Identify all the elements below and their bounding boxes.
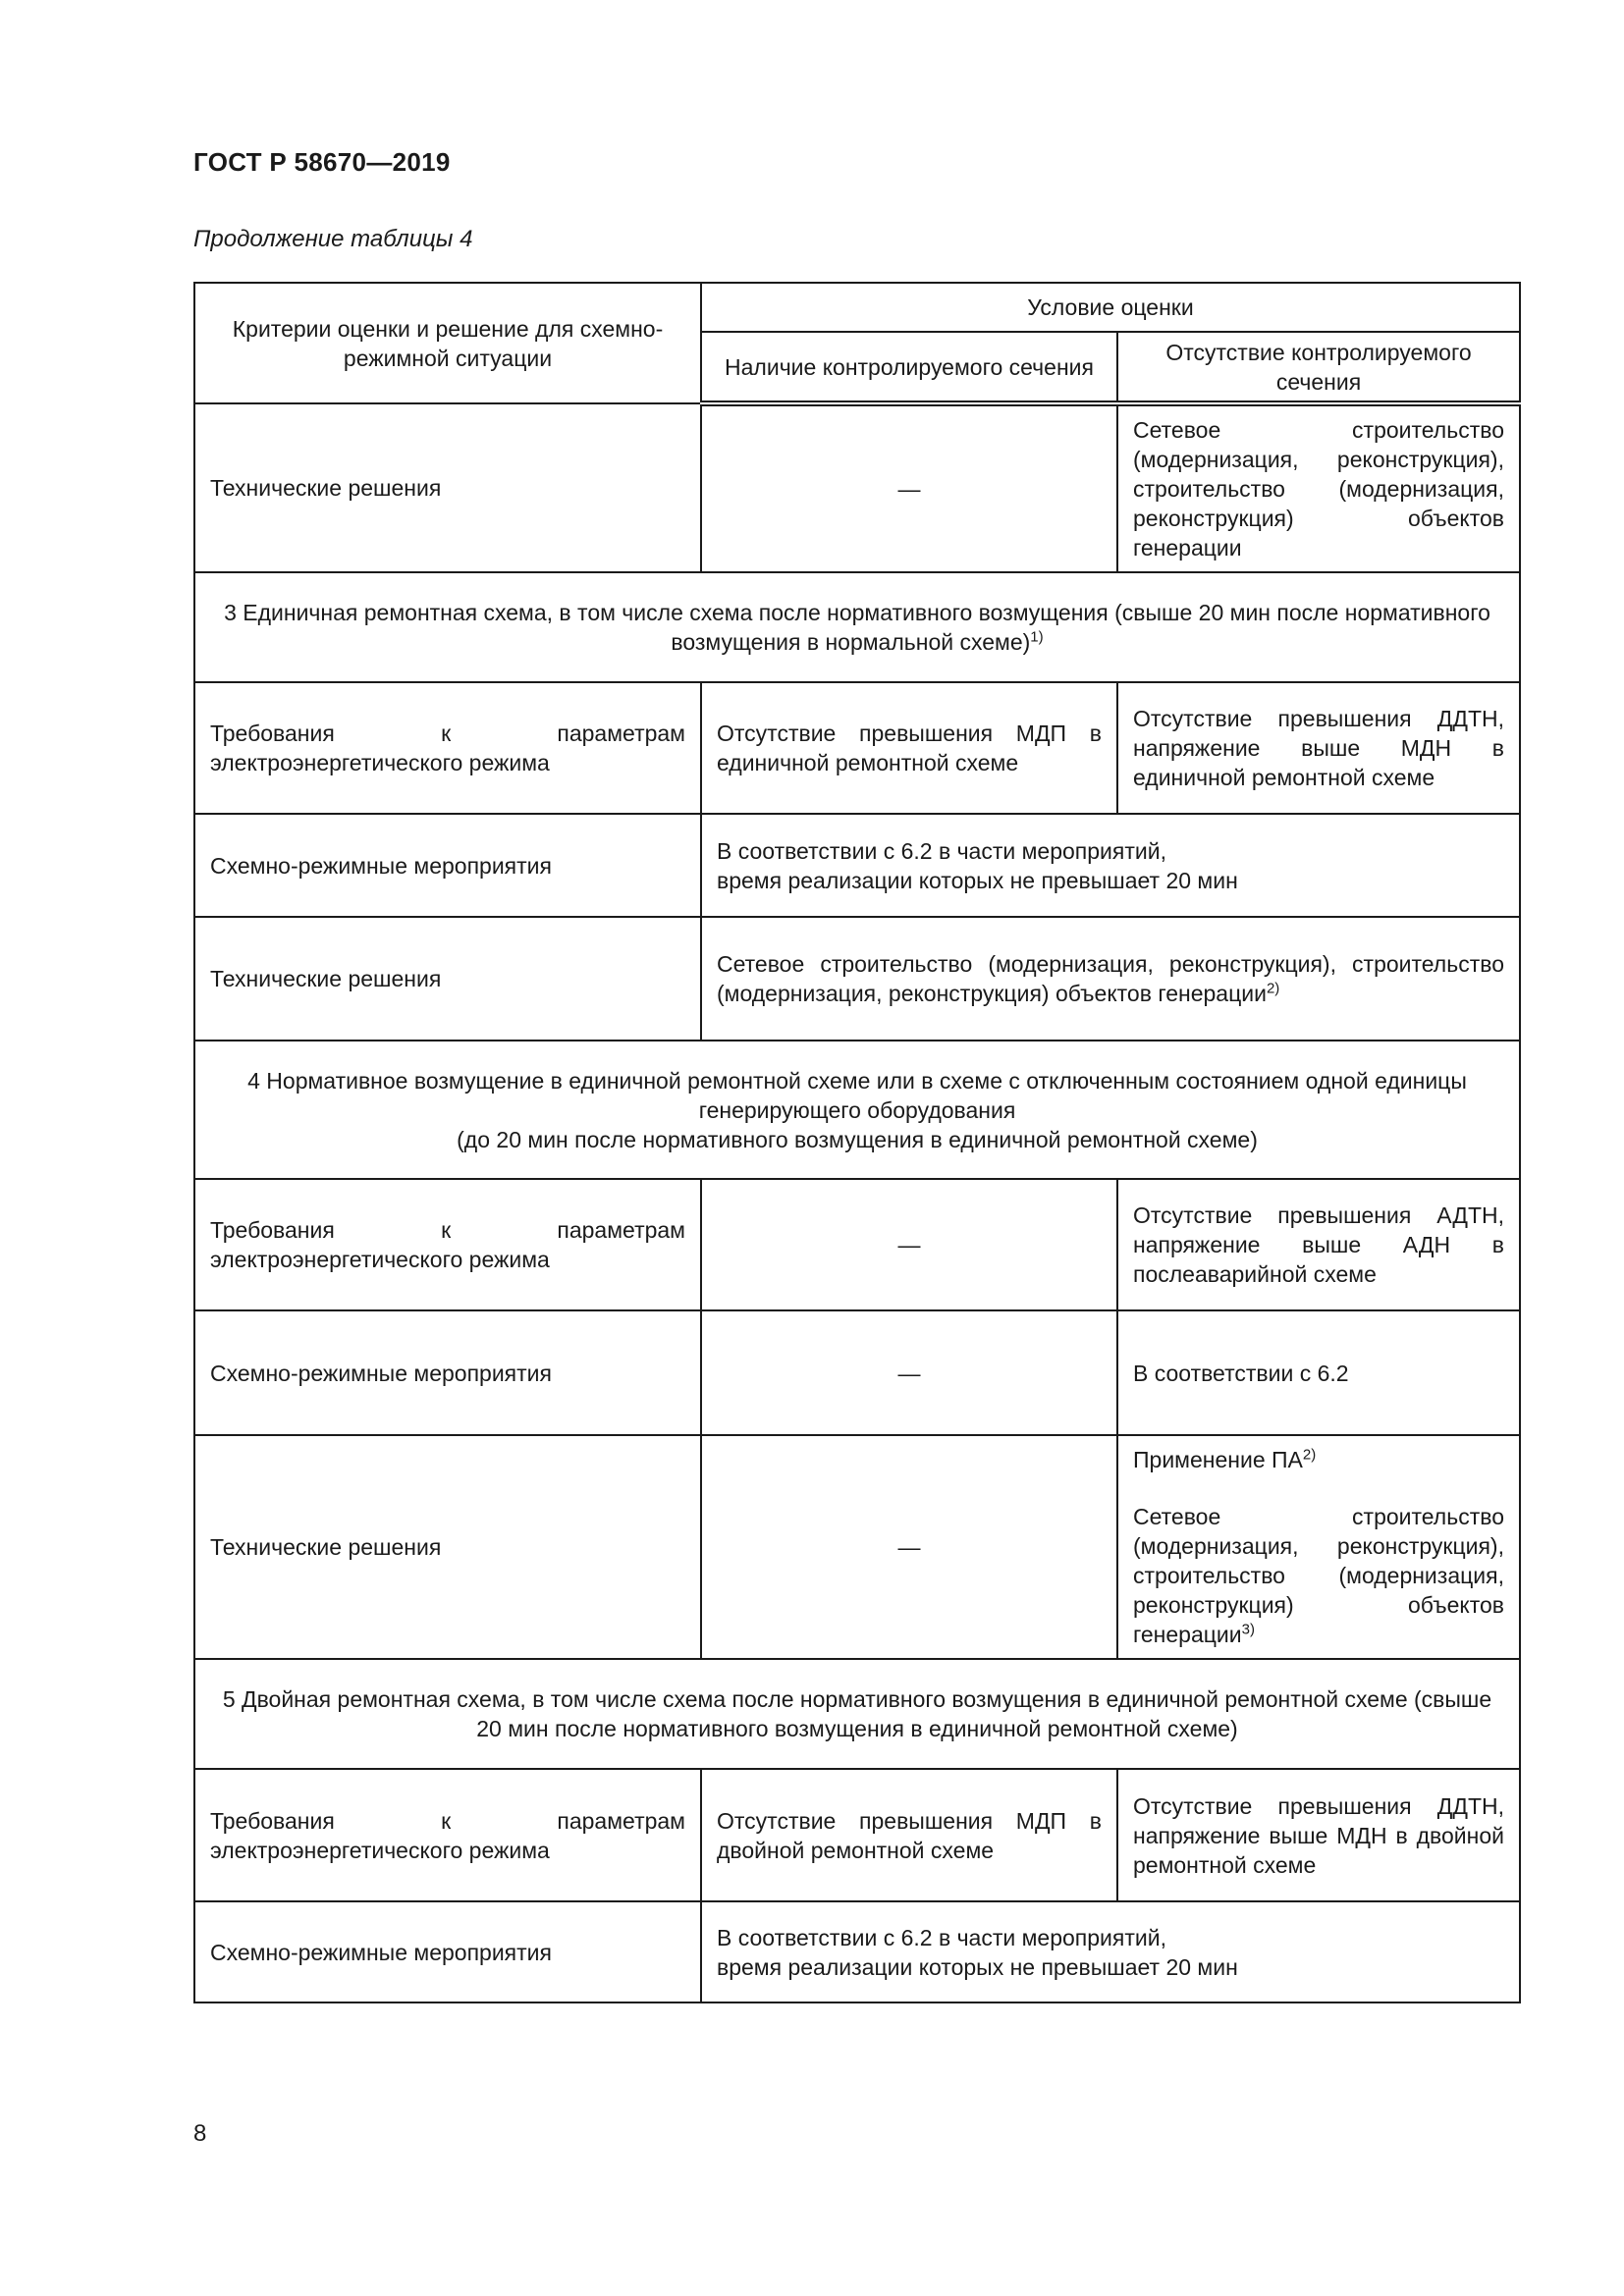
footnote-mark: 2) [1266,980,1280,997]
row-label: Схемно-режимные мероприятия [194,814,701,917]
merged-cell [701,917,1520,1041]
paragraph [1133,1445,1504,1474]
cell-without-section [1117,1435,1520,1659]
row-label: Требования к параметрам электроэнергетического режима [194,1769,701,1901]
row-label: Требования к параметрам электроэнергетического режима [194,682,701,814]
footnote-mark: 2) [1302,1446,1317,1464]
cell-without-section: Сетевое строительство (модернизация, реконструкция), строительство (модернизация, реконструкция) объектов генерации [1117,403,1520,572]
footnote-mark: 1) [1030,628,1044,646]
section-row [194,1659,1520,1769]
page-number: 8 [193,2120,207,2147]
section-row [194,1041,1520,1179]
dash-cell: — [701,1435,1117,1659]
section-3-title: 3 Единичная ремонтная схема, в том числе схема после нормативного возмущения (свыше 20 мин после нормативного возмущения в нормальной схеме) [224,600,1490,655]
row-label: Требования к параметрам электроэнергетического режима [194,1179,701,1310]
merged-line-2: время реализации которых не превышает 20 мин [717,867,1238,893]
criteria-table [193,282,1521,2003]
section-row [194,572,1520,682]
table-row [194,1310,1520,1435]
construction-text: Сетевое строительство (модернизация, реконструкция), строительство (модернизация, реконструкция) объектов генерации [1133,1504,1504,1647]
row-label: Схемно-режимные мероприятия [194,1901,701,2002]
header-criteria: Критерии оценки и решение для схемно-режимной ситуации [194,283,701,403]
dash-cell: — [701,1179,1117,1310]
paragraph [1133,1502,1504,1649]
table-row [194,1769,1520,1901]
header-condition: Условие оценки [701,283,1520,332]
table-row [194,1901,1520,2002]
section-4-title: 4 Нормативное возмущение в единичной ремонтной схеме или в схеме с отключенным состоянием одной единицы генерирующего оборудования [247,1067,1467,1123]
row-label: Схемно-режимные мероприятия [194,1310,701,1435]
row-label: Технические решения [194,917,701,1041]
cell-without-section: Отсутствие превышения АДТН, напряжение выше АДН в послеаварийной схеме [1117,1179,1520,1310]
table-row [194,1435,1520,1659]
section-title: 5 Двойная ремонтная схема, в том числе схема после нормативного возмущения в единичной ремонтной схеме (свыше 20 мин после нормативного возмущения в единичной ремонтной схеме) [194,1659,1520,1769]
merged-line-1: В соответствии с 6.2 в части мероприятий, [717,837,1166,864]
document-id: ГОСТ Р 58670—2019 [193,147,451,177]
merged-text: Сетевое строительство (модернизация, реконструкция), строительство (модернизация, реконструкция) объектов генерации [717,951,1504,1006]
header-row [194,283,1520,332]
cell-with-section: Отсутствие превышения МДП в двойной ремонтной схеме [701,1769,1117,1901]
dash-cell: — [701,403,1117,572]
pa-text: Применение ПА [1133,1447,1303,1472]
section-title [194,572,1520,682]
row-label: Технические решения [194,1435,701,1659]
table-row [194,1179,1520,1310]
table-row [194,682,1520,814]
cell-without-section: В соответствии с 6.2 [1117,1310,1520,1435]
header-without-section: Отсутствие контролируемого сечения [1117,332,1520,403]
table-row [194,917,1520,1041]
cell-with-section: Отсутствие превышения МДП в единичной ремонтной схеме [701,682,1117,814]
table-caption: Продолжение таблицы 4 [193,226,473,252]
section-title [194,1041,1520,1179]
merged-cell [701,814,1520,917]
footnote-mark: 3) [1241,1621,1255,1638]
table-row [194,814,1520,917]
merged-line-2: время реализации которых не превышает 20 мин [717,1953,1238,1980]
cell-without-section: Отсутствие превышения ДДТН, напряжение выше МДН в единичной ремонтной схеме [1117,682,1520,814]
cell-without-section: Отсутствие превышения ДДТН, напряжение выше МДН в двойной ремонтной схеме [1117,1769,1520,1901]
table-row [194,403,1520,572]
section-4-subtitle: (до 20 мин после нормативного возмущения в единичной ремонтной схеме) [457,1126,1258,1152]
merged-line-1: В соответствии с 6.2 в части мероприятий, [717,1924,1166,1950]
dash-cell: — [701,1310,1117,1435]
row-label: Технические решения [194,403,701,572]
merged-cell [701,1901,1520,2002]
header-with-section: Наличие контролируемого сечения [701,332,1117,403]
